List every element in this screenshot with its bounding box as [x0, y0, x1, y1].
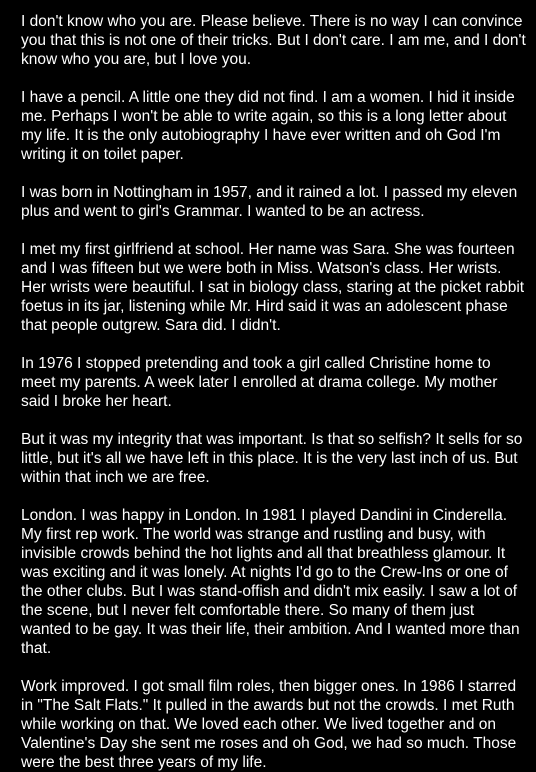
paragraph: In 1976 I stopped pretending and took a girl called Christine home to meet my parents. A week later I enrolled at drama college. My mother said I broke her heart.: [21, 355, 498, 410]
paragraph: Work improved. I got small film roles, then bigger ones. In 1986 I starred in "The Salt Flats." It pulled in the awards but not the crowds. I met Ruth while working on that. We loved each other. We lived together and on Valentine's Day she sent me roses and oh God, we had so much. Those were the best three years of my life.: [21, 678, 517, 771]
paragraph: But it was my integrity that was important. Is that so selfish? It sells for so little, but it's all we have left in this place. It is the very last inch of us. But within that inch we are free.: [21, 431, 523, 486]
paragraph: London. I was happy in London. In 1981 I played Dandini in Cinderella. My first rep work. The world was strange and rustling and busy, with invisible crowds behind the hot lights and all that breathless glamour. It was exciting and it was lonely. At nights I'd go to the Crew-Ins or one of the other clubs. But I was stand-offish and didn't mix easily. I saw a lot of the scene, but I never felt comfortable there. So many of them just wanted to be gay. It was their life, their ambition. And I wanted more than that.: [21, 507, 520, 657]
paragraph: I was born in Nottingham in 1957, and it rained a lot. I passed my eleven plus and went to girl's Grammar. I wanted to be an actress.: [21, 184, 518, 220]
paragraph: I don't know who you are. Please believe. There is no way I can convince you that this is not one of their tricks. But I don't care. I am me, and I don't know who you are, but I love you.: [21, 13, 526, 68]
paragraph: I have a pencil. A little one they did not find. I am a women. I hid it inside me. Perhaps I won't be able to write again, so this is a long letter about my life. It is the only autobiography I have ever written and oh God I'm writing it on toilet paper.: [21, 89, 515, 163]
paragraph: I met my first girlfriend at school. Her name was Sara. She was fourteen and I was fifteen but we were both in Miss. Watson's class. Her wrists. Her wrists were beautiful. I sat in biology class, staring at the picket rabbit foetus in its jar, listening while Mr. Hird said it was an adolescent phase that people outgrew. Sara did. I didn't.: [21, 241, 525, 334]
